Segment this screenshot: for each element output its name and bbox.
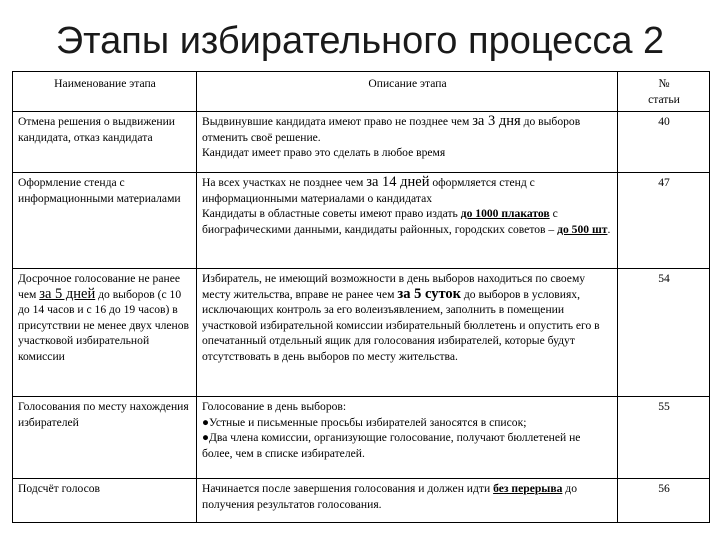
desc-text: до выборов отменить своё решение. — [202, 115, 581, 144]
table-header-row — [13, 72, 710, 112]
desc-highlight: до 500 шт — [557, 222, 608, 236]
desc-text: Голосование в день выборов: — [202, 400, 347, 413]
header-description: Описание этапа — [197, 72, 618, 112]
desc-text: На всех участках не позднее чем — [202, 176, 367, 189]
desc-emphasis: за 5 суток — [397, 285, 461, 302]
header-article — [618, 72, 710, 112]
stage-description — [197, 269, 618, 397]
desc-text: Избиратель, не имеющий возможности в день выборов находиться по своему месту жительства, вправе не ранее чем — [202, 272, 586, 301]
article-number: 54 — [618, 269, 710, 397]
desc-bullet: ●Два члена комиссии, организующие голосование, получают бюллетеней не более, чем в списке избирателей. — [202, 431, 581, 460]
article-number: 40 — [618, 112, 710, 173]
stage-description — [197, 112, 618, 173]
desc-text: до выборов в условиях, исключающих контроль за его волеизъявлением, заполнить в помещении участковой избирательной комиссии избирательный бюллетень и опустить его в опечатанный отдельный ящик для голосования избирателей, которые будут отсутствовать в день выборов по месту жительства. — [202, 287, 600, 363]
header-stage: Наименование этапа — [13, 72, 197, 112]
desc-bullet: ●Устные и письменные просьбы избирателей заносятся в список; — [202, 415, 527, 429]
stage-name — [13, 269, 197, 397]
desc-text: Выдвинувшие кандидата имеют право не позднее чем — [202, 115, 473, 128]
desc-text: Начинается после завершения голосования и должен идти — [202, 482, 494, 495]
header-article-label: статьи — [648, 92, 680, 106]
desc-text: до получения результатов голосования. — [202, 482, 578, 511]
article-number: 56 — [618, 479, 710, 523]
table-row — [13, 173, 710, 269]
desc-highlight: без перерыва — [493, 482, 563, 495]
table-row — [13, 112, 710, 173]
election-stages-table — [12, 71, 710, 523]
stage-name: Голосования по месту нахождения избирателей — [13, 397, 197, 479]
stage-name: Отмена решения о выдвижении кандидата, отказ кандидата — [13, 112, 197, 173]
stage-name: Подсчёт голосов — [13, 479, 197, 523]
desc-highlight: до 1000 плакатов — [460, 207, 550, 221]
desc-text: оформляется стенд с информационными материалами о кандидатах — [202, 176, 535, 205]
article-number: 55 — [618, 397, 710, 479]
desc-text: Кандидат имеет право это сделать в любое время — [202, 146, 446, 160]
stage-description — [197, 479, 618, 523]
stage-text: Досрочное голосование не ранее чем — [18, 272, 180, 301]
stage-text: до выборов (с 10 до 14 часов и с 16 до 19 часов) в присутствии не менее двух членов участковой избирательной комиссии — [18, 287, 190, 363]
stage-description — [197, 173, 618, 269]
desc-text: с биографическими данными, кандидаты районных, городских советов – — [202, 207, 558, 236]
stage-description — [197, 397, 618, 479]
stage-name: Оформление стенда с информационными материалами — [13, 173, 197, 269]
header-article-number-sign: № — [658, 77, 670, 90]
desc-text: Кандидаты в областные советы имеют право издать — [202, 207, 461, 221]
table-row — [13, 479, 710, 523]
stage-emphasis: за 5 дней — [39, 285, 96, 302]
desc-emphasis: за 14 дней — [366, 174, 430, 190]
desc-text: . — [607, 222, 611, 236]
article-number: 47 — [618, 173, 710, 269]
table-row — [13, 397, 710, 479]
table-row — [13, 269, 710, 397]
desc-emphasis: за 3 дня — [472, 113, 521, 129]
slide-title: Этапы избирательного процесса 2 — [55, 20, 665, 62]
